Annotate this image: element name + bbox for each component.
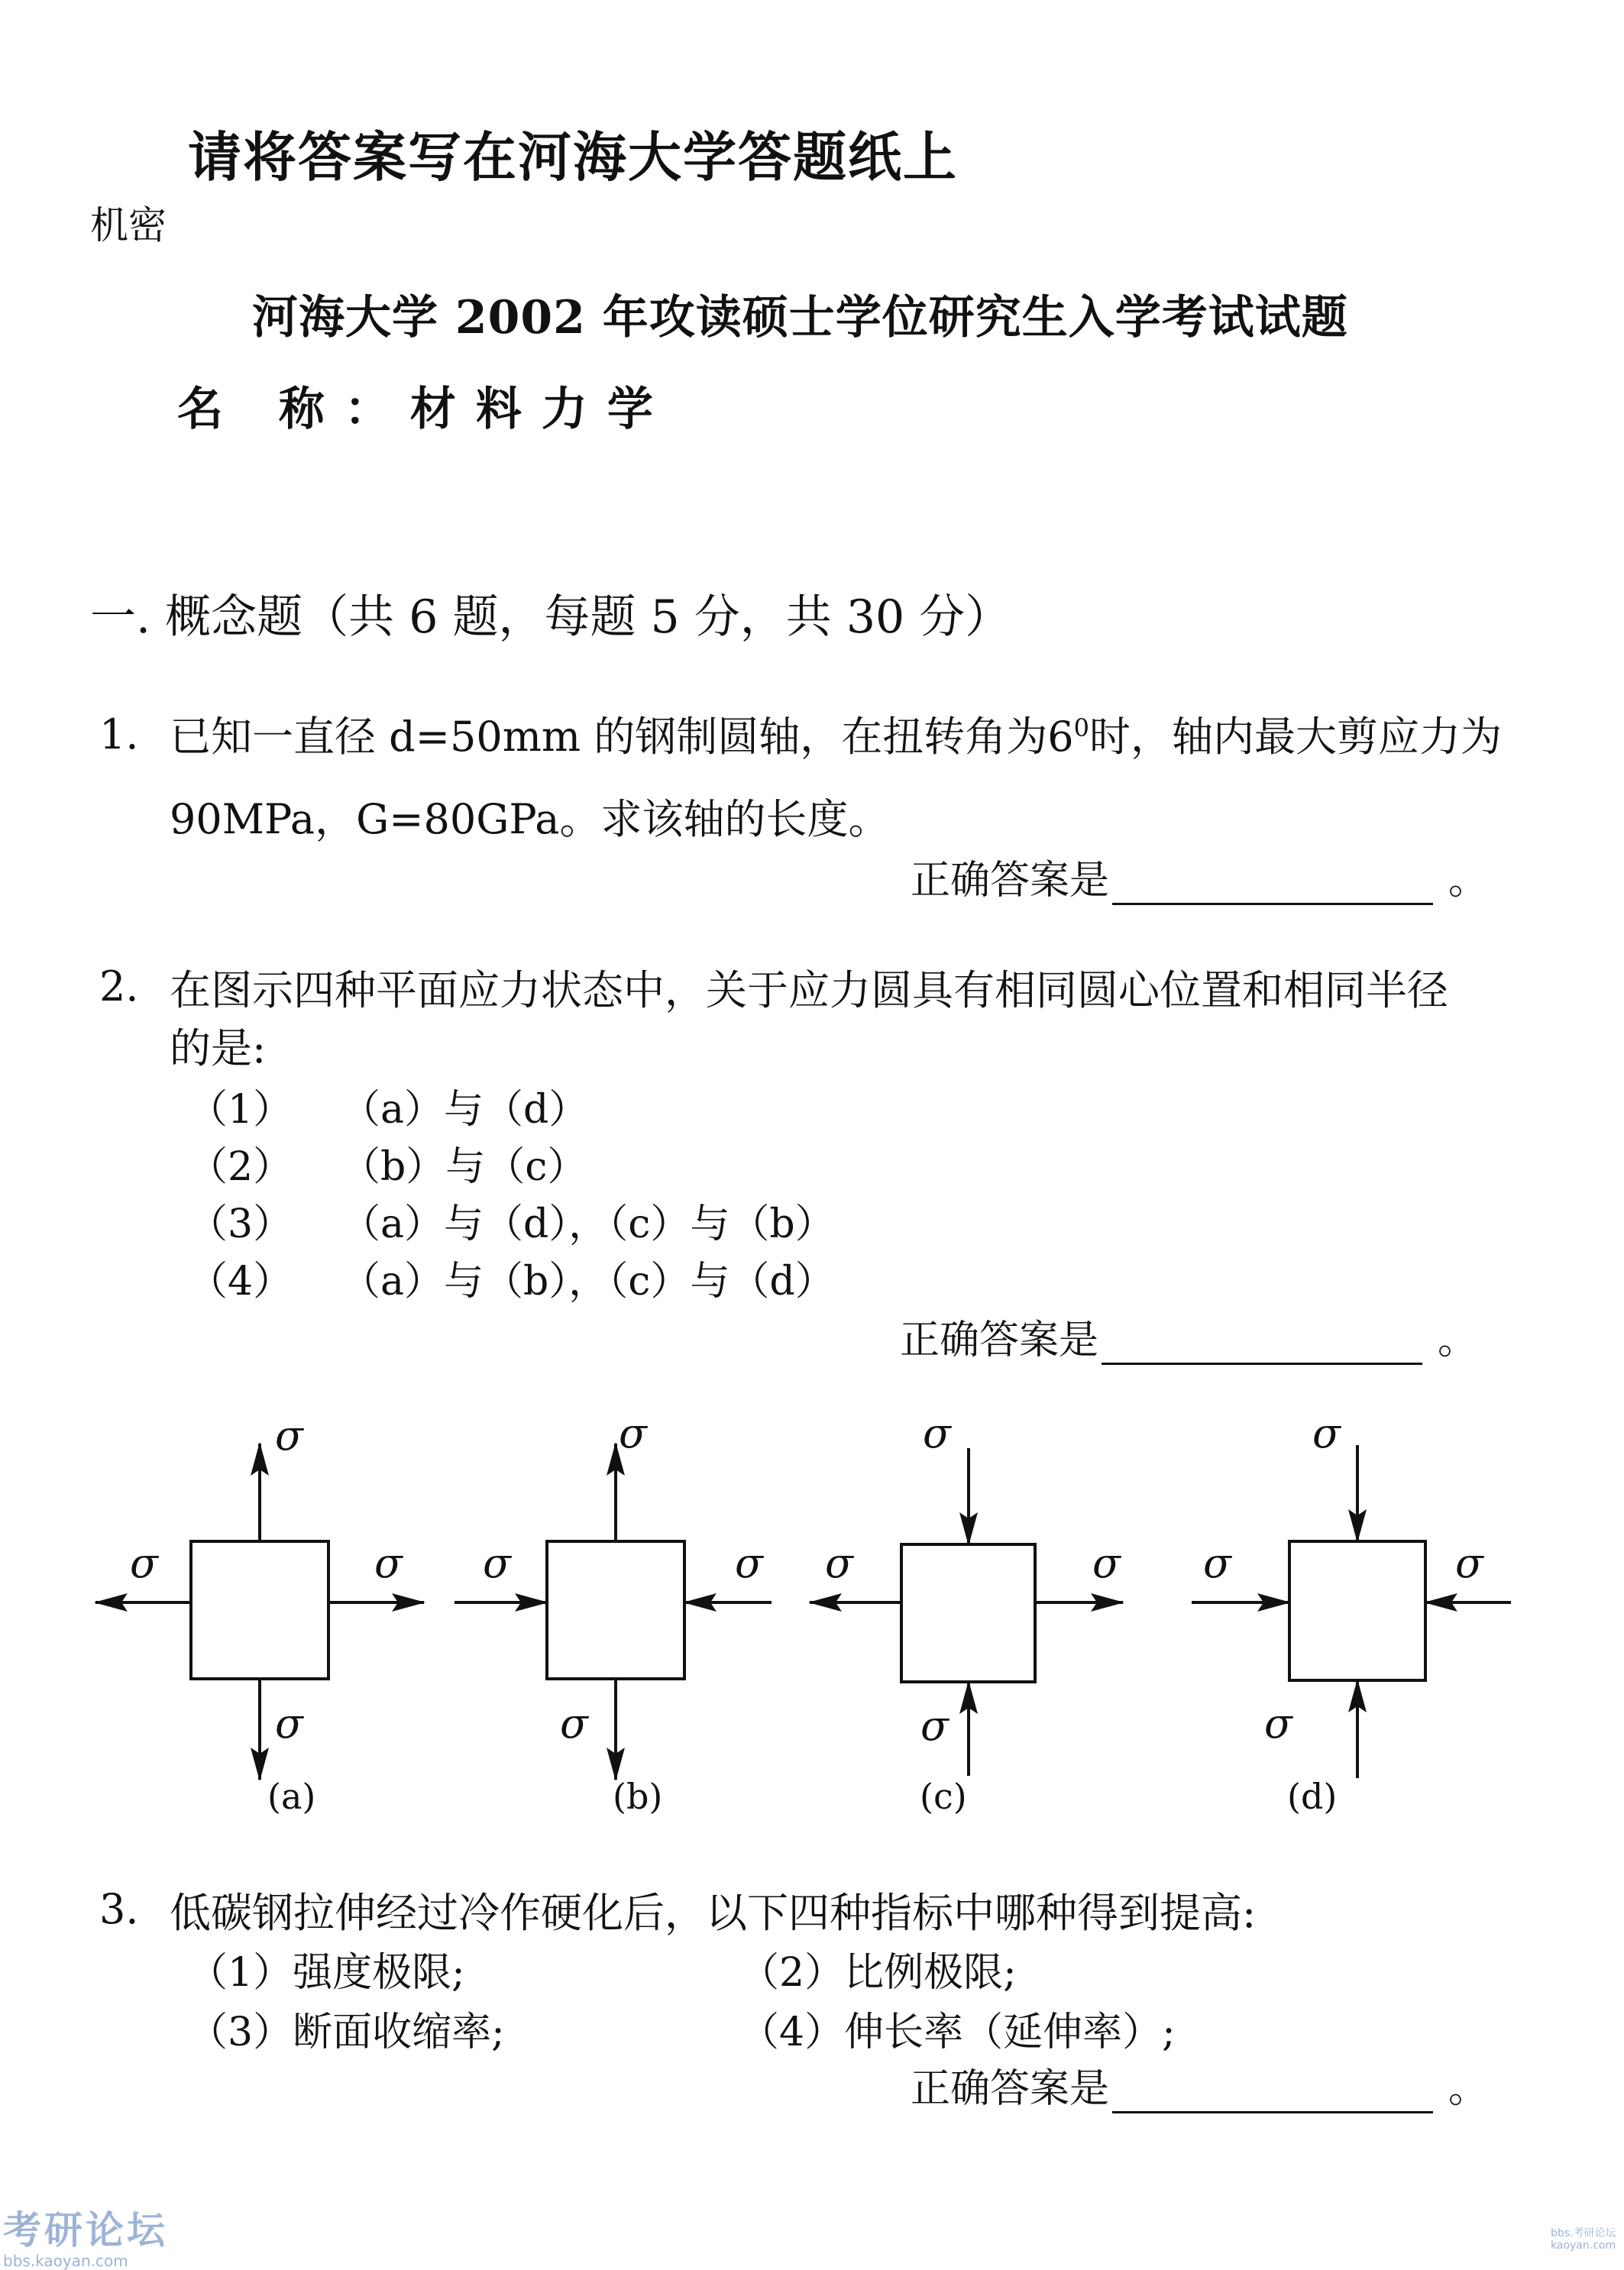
element-d-sigma-right: σ [1455,1539,1483,1587]
subject-line [177,373,673,438]
q1-text-a: 已知一直径 d=50mm 的钢制圆轴，在扭转角为6 [170,713,1074,761]
element-d-sigma-top: σ [1312,1409,1341,1457]
watermark-right [1551,2227,1616,2252]
q1-answer-blank[interactable] [1112,860,1433,905]
element-c-square [901,1544,1035,1682]
element-b-square [547,1541,684,1679]
q2-option-3-number: （3） [188,1201,293,1247]
watermark-left-title: 考研论坛 [3,2208,168,2252]
q3-option-1: （1）强度极限; [188,1950,465,1996]
element-c-sigma-bottom: σ [920,1702,949,1750]
element-b-sigma-right: σ [735,1539,763,1587]
q2-answer-blank[interactable] [1102,1320,1422,1365]
q1-answer-end: 。 [1448,858,1489,904]
q3-option-4: （4）伸长率（延伸率）; [739,2010,1176,2055]
q3-line1: 低碳钢拉伸经过冷作硬化后，以下四种指标中哪种得到提高: [170,1889,1257,1937]
element-c-sigma-left: σ [825,1539,853,1587]
q3-option-2: （2）比例极限; [739,1950,1017,1996]
section-heading: 一. 概念题（共 6 题，每题 5 分，共 30 分） [90,590,1011,644]
element-a-sigma-top: σ [275,1411,303,1460]
element-c-sigma-top: σ [923,1409,951,1457]
q2-answer-end: 。 [1438,1318,1478,1363]
element-a-sigma-right: σ [374,1539,403,1587]
q2-option-4 [188,1249,835,1306]
q1-line1 [170,704,1502,763]
element-c-label: (c) [920,1776,967,1817]
element-d-sigma-bottom: σ [1264,1699,1292,1748]
q2-option-1-text: （a）与（d） [341,1087,589,1133]
element-a-sigma-bottom: σ [275,1699,303,1748]
q2-option-2 [188,1134,587,1192]
q2-line2: 的是: [170,1024,267,1072]
confidential-label: 机密 [90,203,167,247]
watermark-right-line1: bbs.考研论坛 [1551,2227,1616,2239]
q2-number: 2. [99,962,139,1011]
q3-answer-label: 正确答案是 [911,2066,1110,2112]
q2-line1: 在图示四种平面应力状态中，关于应力圆具有相同圆心位置和相同半径 [170,966,1448,1014]
stress-states-figure [0,1390,1624,1833]
element-c-sigma-right: σ [1092,1539,1121,1587]
q2-option-4-text: （a）与（b），（c）与（d） [341,1259,835,1305]
watermark-right-line2: kaoyan.com [1551,2239,1616,2252]
q2-option-2-text: （b）与（c） [341,1144,587,1190]
element-d-label: (d) [1287,1776,1338,1817]
q2-option-1 [188,1077,588,1134]
exam-instruction: 请将答案写在河海大学答题纸上 [188,125,958,189]
q2-option-2-number: （2） [188,1144,293,1190]
subject-name: 材料力学 [409,383,673,436]
element-b-sigma-top: σ [619,1409,647,1457]
watermark-left [3,2200,168,2270]
element-b-sigma-bottom: σ [560,1699,588,1748]
q2-option-1-number: （1） [188,1087,293,1133]
q1-line2: 90MPa，G=80GPa。求该轴的长度。 [170,795,890,843]
element-d-square [1289,1541,1425,1680]
q2-answer [900,1308,1477,1365]
q1-superscript: 0 [1073,713,1089,742]
q1-answer-label: 正确答案是 [911,858,1110,904]
element-b-sigma-left: σ [483,1539,511,1587]
q2-answer-label: 正确答案是 [900,1318,1099,1363]
q3-answer [911,2056,1488,2113]
element-d-sigma-left: σ [1203,1539,1231,1587]
exam-title: 河海大学 2002 年攻读硕士学位研究生入学考试试题 [252,291,1348,344]
q1-text-b: 时，轴内最大剪应力为 [1089,713,1502,761]
q2-option-4-number: （4） [188,1259,293,1305]
q1-number: 1. [99,710,139,758]
element-a-square [191,1541,328,1679]
q3-answer-blank[interactable] [1112,2068,1433,2113]
q2-option-3 [188,1192,835,1249]
q2-option-3-text: （a）与（d），（c）与（b） [341,1201,835,1247]
subject-label: 名 称： [177,383,410,436]
q3-number: 3. [99,1885,139,1933]
element-a-sigma-left: σ [130,1539,158,1587]
q3-option-3: （3）断面收缩率; [188,2010,505,2055]
q3-answer-end: 。 [1448,2066,1489,2112]
watermark-left-url: bbs.kaoyan.com [3,2252,128,2270]
q1-answer [911,848,1488,905]
element-a-label: (a) [267,1776,316,1817]
element-b-label: (b) [613,1776,663,1817]
